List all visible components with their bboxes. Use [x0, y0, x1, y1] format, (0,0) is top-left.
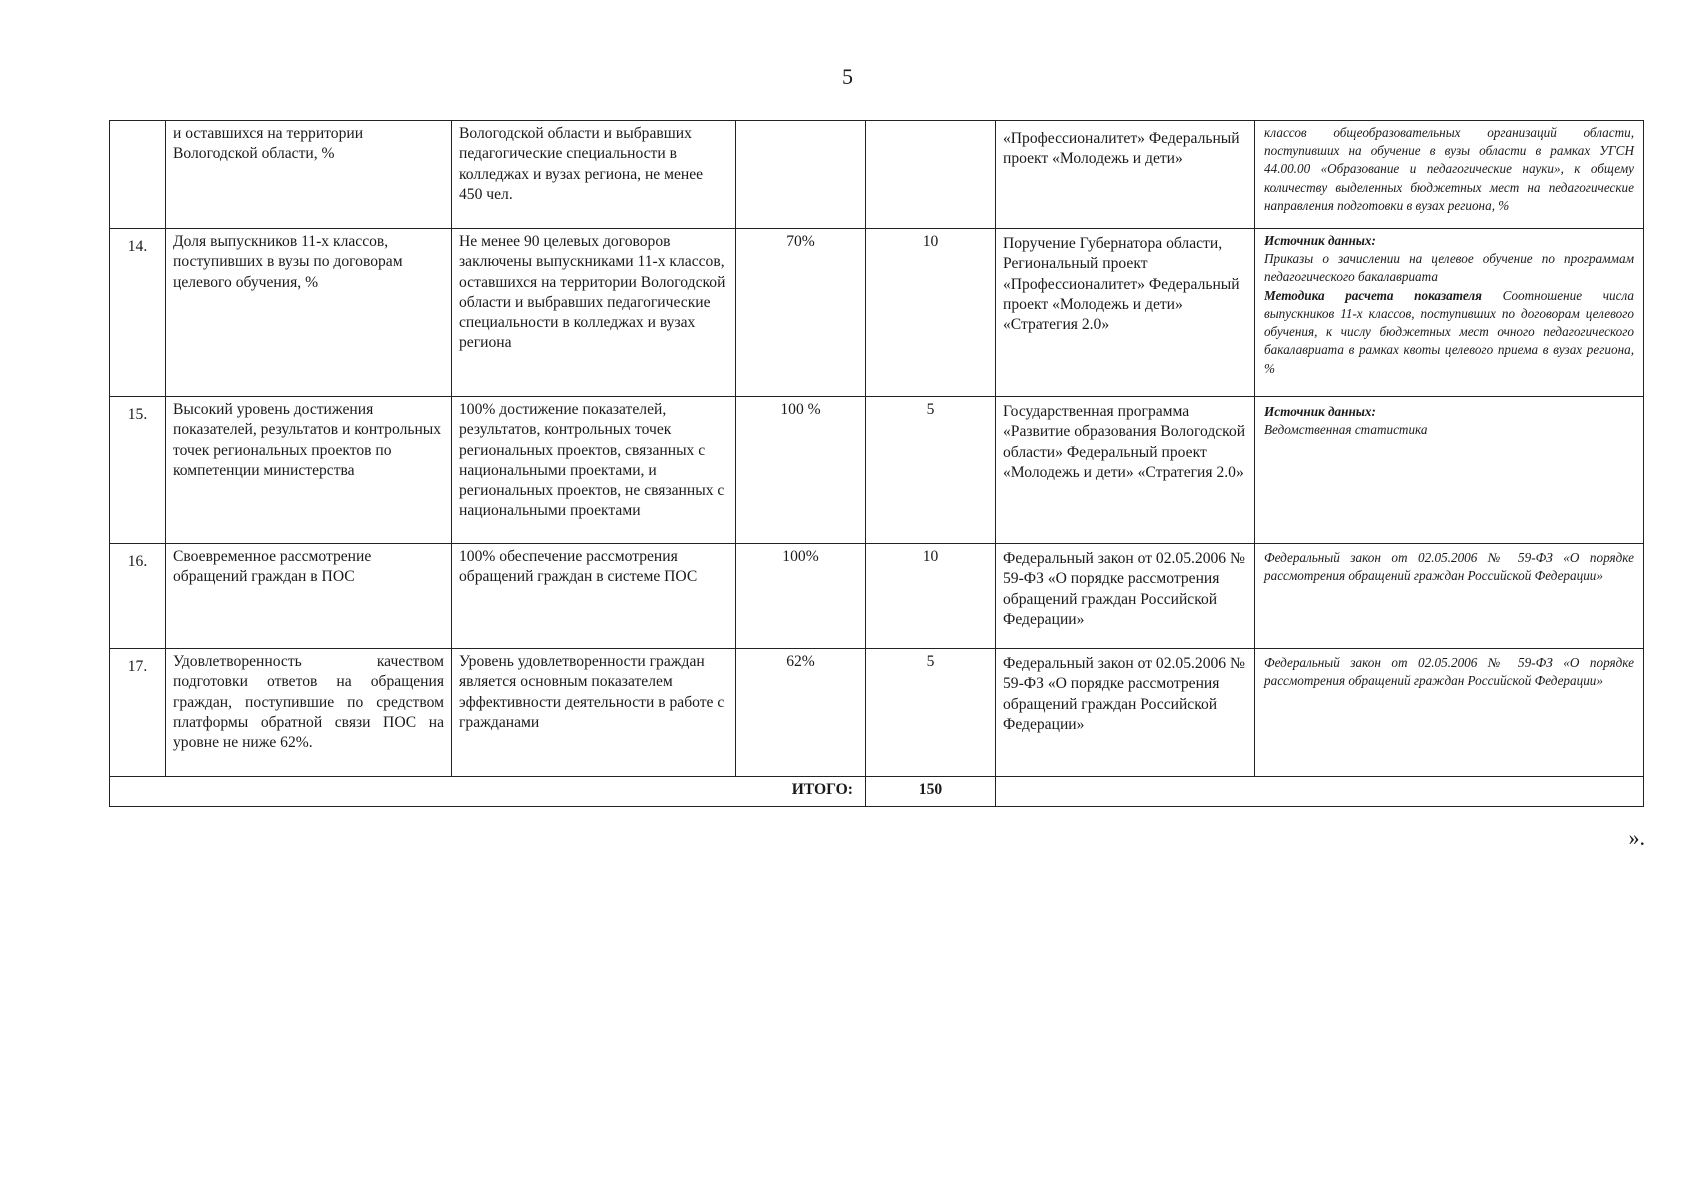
source-label: Источник данных:	[1264, 233, 1376, 248]
basis-cell: Федеральный закон от 02.05.2006 № 59-ФЗ «О порядке рассмотрения обращений граждан Российской Федерации»	[996, 544, 1255, 649]
indicator-cell: Удовлетворенность качеством подготовки ответов на обращения граждан, поступившие по средством платформы обратной связи ПОС на уровне не ниже 62%.	[166, 649, 452, 777]
page-number: 5	[842, 64, 853, 89]
source-cell	[1255, 397, 1644, 544]
points-cell: 5	[866, 397, 996, 544]
total-row	[110, 777, 1644, 807]
target-cell: Уровень удовлетворенности граждан является основным показателем эффективности деятельности в работе с гражданами	[452, 649, 736, 777]
basis-cell: «Профессионалитет» Федеральный проект «Молодежь и дети»	[996, 121, 1255, 229]
closing-quote: ».	[1628, 825, 1645, 850]
basis-cell: Поручение Губернатора области, Региональный проект «Профессионалитет» Федеральный проект «Молодежь и дети» «Стратегия 2.0»	[996, 229, 1255, 397]
source-cell: Федеральный закон от 02.05.2006 № 59-ФЗ «О порядке рассмотрения обращений граждан Российской Федерации»	[1255, 649, 1644, 777]
value-cell: 100 %	[736, 397, 866, 544]
points-cell: 5	[866, 649, 996, 777]
value-cell: 70%	[736, 229, 866, 397]
indicator-cell: Высокий уровень достижения показателей, результатов и контрольных точек региональных проектов по компетенции министерства	[166, 397, 452, 544]
table-row	[110, 121, 1644, 229]
total-value: 150	[866, 777, 996, 807]
table-row	[110, 229, 1644, 397]
points-cell: 10	[866, 544, 996, 649]
indicators-table	[109, 120, 1644, 807]
table-row	[110, 397, 1644, 544]
indicator-cell: Своевременное рассмотрение обращений граждан в ПОС	[166, 544, 452, 649]
row-number: 17.	[110, 649, 166, 777]
value-cell: 100%	[736, 544, 866, 649]
table-row	[110, 544, 1644, 649]
basis-cell: Федеральный закон от 02.05.2006 № 59-ФЗ «О порядке рассмотрения обращений граждан Российской Федерации»	[996, 649, 1255, 777]
table-row	[110, 649, 1644, 777]
row-number: 16.	[110, 544, 166, 649]
target-cell: Не менее 90 целевых договоров заключены выпускниками 11-х классов, оставшихся на территории Вологодской области и выбравших педагогические специальности в колледжах и вузах региона	[452, 229, 736, 397]
indicator-cell: и оставшихся на территории Вологодской области, %	[166, 121, 452, 229]
value-cell: 62%	[736, 649, 866, 777]
row-number	[110, 121, 166, 229]
indicator-cell: Доля выпускников 11-х классов, поступивших в вузы по договорам целевого обучения, %	[166, 229, 452, 397]
source-cell: Федеральный закон от 02.05.2006 № 59-ФЗ «О порядке рассмотрения обращений граждан Российской Федерации»	[1255, 544, 1644, 649]
row-number: 15.	[110, 397, 166, 544]
method-text: Соотношение числа выпускников 11-х классов, поступивших по договорам целевого обучения, к числу бюджетных мест очного педагогического бакалавриата в рамках квоты целевого приема в вузах региона, %	[1264, 287, 1634, 376]
basis-cell: Государственная программа «Развитие образования Вологодской области» Федеральный проект «Молодежь и дети» «Стратегия 2.0»	[996, 397, 1255, 544]
points-cell: 10	[866, 229, 996, 397]
points-cell	[866, 121, 996, 229]
total-label: ИТОГО:	[110, 777, 866, 807]
source-text: Ведомственная статистика	[1264, 422, 1428, 438]
source-label: Источник данных:	[1264, 404, 1376, 419]
source-text: Приказы о зачислении на целевое обучение по программам педагогического бакалавриата	[1264, 251, 1634, 285]
target-cell: Вологодской области и выбравших педагогические специальности в колледжах и вузах региона, не менее 450 чел.	[452, 121, 736, 229]
source-cell: классов общеобразовательных организаций области, поступивших на обучение в вузы области в рамках УГСН 44.00.00 «Образование и педагогические науки», к общему количеству выделенных бюджетных мест на педагогические направления подготовки в вузах региона, %	[1255, 121, 1644, 229]
source-cell	[1255, 229, 1644, 397]
target-cell: 100% обеспечение рассмотрения обращений граждан в системе ПОС	[452, 544, 736, 649]
target-cell: 100% достижение показателей, результатов, контрольных точек региональных проектов, связанных с национальными проектами, и региональных проектов, не связанных с национальными проектами	[452, 397, 736, 544]
total-empty-cell	[996, 777, 1644, 807]
method-label: Методика расчета показателя	[1264, 287, 1482, 303]
value-cell	[736, 121, 866, 229]
row-number: 14.	[110, 229, 166, 397]
